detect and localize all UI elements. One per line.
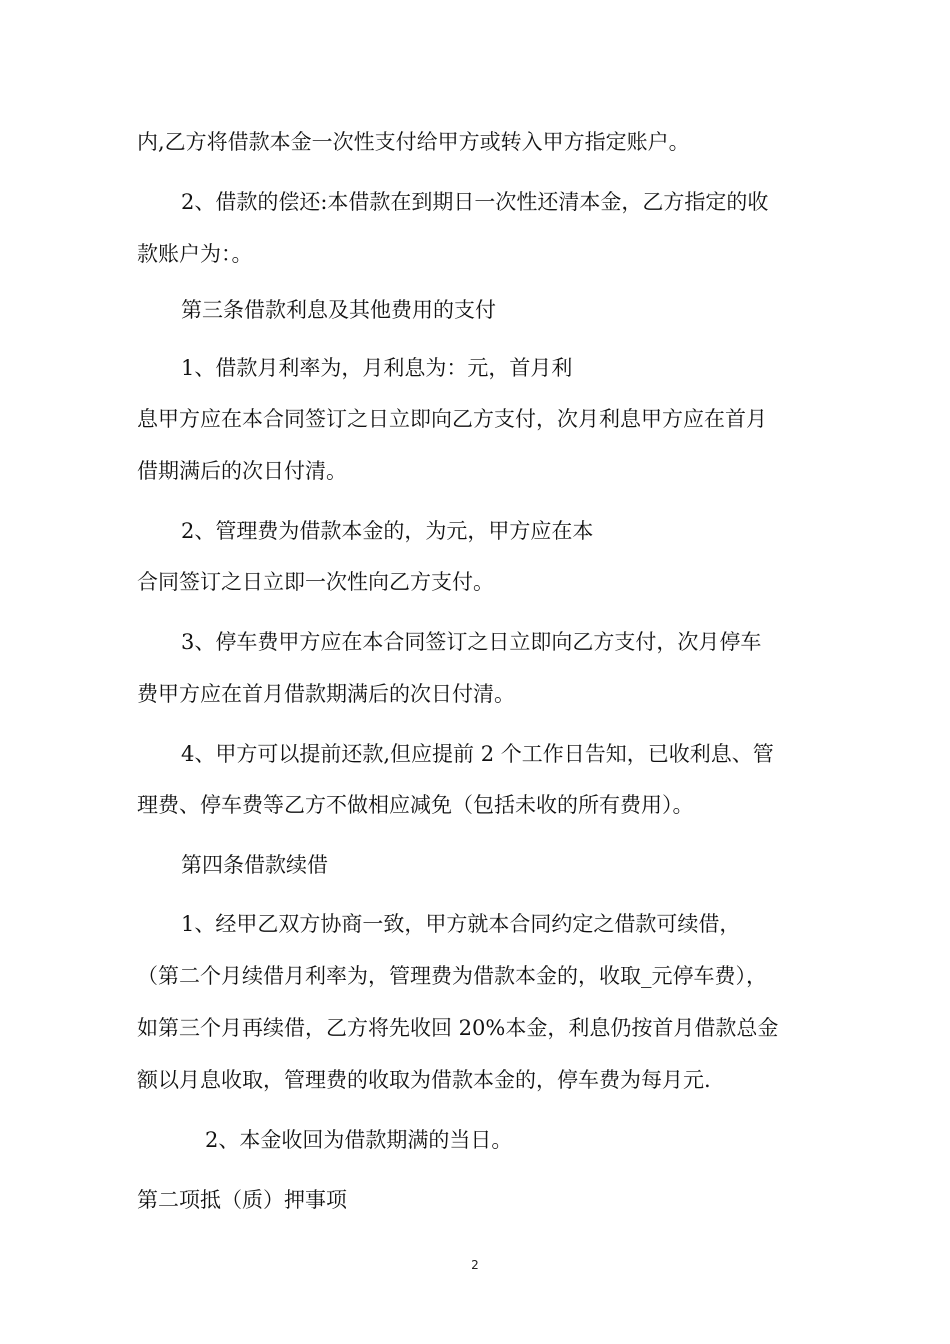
text-line: 1、借款月利率为，月利息为：元，首月利: [181, 356, 573, 380]
text-line: 理费、停车费等乙方不做相应减免（包括未收的所有费用）。: [137, 793, 694, 817]
text-line: （第二个月续借月利率为，管理费为借款本金的，收取_元停车费），: [137, 964, 767, 988]
text-line: 借期满后的次日付清。: [137, 459, 347, 483]
text-line: 合同签订之日立即一次性向乙方支付。: [137, 570, 494, 594]
section-heading: 第三条借款利息及其他费用的支付: [181, 298, 496, 322]
page-number: 2: [471, 1258, 479, 1272]
text-line: 1、经甲乙双方协商一致，甲方就本合同约定之借款可续借，: [181, 912, 741, 936]
section-heading: 第四条借款续借: [181, 853, 328, 877]
text-line: 如第三个月再续借，乙方将先收回 20%本金，利息仍按首月借款总金: [137, 1016, 779, 1040]
text-line: 款账户为：。: [137, 242, 253, 266]
text-line: 3、停车费甲方应在本合同签订之日立即向乙方支付，次月停车: [181, 630, 762, 654]
text-line: 4、甲方可以提前还款,但应提前 2 个工作日告知，已收利息、管: [181, 742, 774, 766]
text-line: 2、借款的偿还:本借款在到期日一次性还清本金，乙方指定的收: [181, 190, 769, 214]
text-line: 额以月息收取，管理费的收取为借款本金的，停车费为每月元.: [137, 1068, 711, 1092]
text-line: 2、管理费为借款本金的，为元，甲方应在本: [181, 519, 594, 543]
text-line: 息甲方应在本合同签订之日立即向乙方支付，次月利息甲方应在首月: [137, 407, 767, 431]
text-line: 内,乙方将借款本金一次性支付给甲方或转入甲方指定账户。: [137, 130, 690, 154]
section-heading: 第二项抵（质）押事项: [137, 1188, 347, 1212]
text-line: 费甲方应在首月借款期满后的次日付清。: [137, 682, 515, 706]
text-line: 2、本金收回为借款期满的当日。: [205, 1128, 513, 1152]
